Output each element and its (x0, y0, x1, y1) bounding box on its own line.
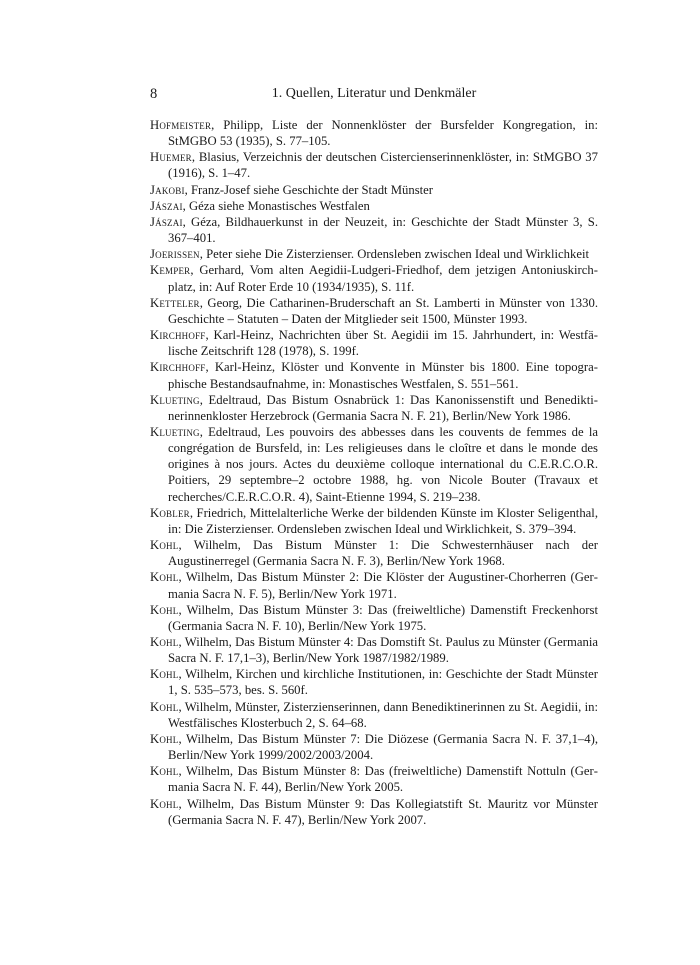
entry-author: Kohl (150, 635, 179, 649)
entry-author: Kohl (150, 538, 179, 553)
entry-author: Kohl (150, 602, 179, 617)
bibliography-entry (150, 262, 598, 294)
bibliography-list (150, 117, 598, 828)
entry-author: Klueting (150, 424, 200, 439)
bibliography-entry (150, 246, 598, 262)
entry-author: Jászai (150, 214, 183, 229)
bibliography-entry (150, 327, 598, 359)
entry-text: , Karl-Heinz, Klöster und Konvente in Münster bis 1800. Eine topographische Bestandsaufnahme, in: Monastisches Westfalen, S. 551–561. (168, 360, 598, 391)
entry-author: Ketteler (150, 295, 200, 310)
entry-text: , Karl-Heinz, Nachrichten über St. Aegidii im 15. Jahrhundert, in: Westfälische Zeitschrift 128 (1978), S. 199f. (168, 328, 598, 359)
bibliography-entry (150, 295, 598, 327)
entry-text: , Wilhelm, Das Bistum Münster 9: Das Kollegiatstift St. Mauritz vor Münster (Germania Sacra N. F. 47), Berlin/New York 2007. (168, 796, 598, 827)
entry-author: Kirchhoff (150, 360, 206, 375)
bibliography-entry (150, 666, 598, 698)
entry-text: , Géza, Bildhauerkunst in der Neuzeit, in: Geschichte der Stadt Münster 3, S. 367–401. (168, 214, 598, 246)
bibliography-entry (150, 796, 598, 828)
entry-text: , Wilhelm, Kirchen und kirchliche Institutionen, in: Geschichte der Stadt Münster 1, S. 535–573, bes. S. 560f. (168, 667, 598, 698)
entry-text: , Edeltraud, Das Bistum Osnabrück 1: Das Kanonissenstift und Benediktinerinnenkloster Herzebrock (Germania Sacra N. F. 21), Berlin/New York 1986. (168, 392, 598, 423)
bibliography-entry (150, 634, 598, 666)
entry-text: , Wilhelm, Das Bistum Münster 4: Das Domstift St. Paulus zu Münster (Germania Sacra N. F. 17,1–3), Berlin/New York 1987/1982/1989. (168, 635, 598, 666)
entry-text: , Peter siehe Die Zisterzienser. Ordensleben zwischen Ideal und Wirklichkeit (199, 247, 590, 262)
entry-author: Kohl (150, 731, 179, 746)
bibliography-entry (150, 214, 598, 246)
entry-author: Jakobi (150, 182, 185, 197)
bibliography-entry (150, 392, 598, 424)
entry-text: , Edeltraud, Les pouvoirs des abbesses dans les couvents de femmes de la congrégation de Bursfeld, in: Les religieuses dans le cloître et dans le monde des origines à nos jours. Actes du deuxième colloque international du C.E.R.C.O.R. Poitiers, 29 septembre–2 octobre 1988, hg. von Nicole Bouter (Travaux et recherches/C.E.R.C.O.R. 4), Saint-Etienne 1994, S. 219–238. (168, 424, 598, 504)
entry-text: , Wilhelm, Das Bistum Münster 8: Das (freiweltliche) Damenstift Nottuln (Germania Sacra N. F. 44), Berlin/New York 2005. (168, 764, 598, 795)
bibliography-entry (150, 763, 598, 795)
bibliography-entry (150, 602, 598, 634)
bibliography-entry (150, 731, 598, 763)
entry-text: , Wilhelm, Das Bistum Münster 7: Die Diözese (Germania Sacra N. F. 37,1–4), Berlin/New York 1999/2002/2003/2004. (168, 731, 598, 763)
bibliography-entry (150, 537, 598, 569)
entry-author: Jászai (150, 198, 183, 213)
page-header (150, 86, 598, 106)
bibliography-entry (150, 198, 598, 214)
bibliography-entry (150, 182, 598, 198)
entry-author: Klueting (150, 392, 200, 407)
bibliography-entry (150, 149, 598, 181)
page-number: 8 (150, 86, 158, 102)
entry-text: , Philipp, Liste der Nonnenklöster der Bursfelder Kongregation, in: StMGBO 53 (1935), S. 77–105. (168, 118, 598, 149)
entry-author: Kohl (150, 667, 179, 682)
bibliography-entry (150, 359, 598, 391)
entry-text: , Wilhelm, Das Bistum Münster 3: Das (freiweltliche) Damenstift Freckenhorst (Germania Sacra N. F. 10), Berlin/New York 1975. (168, 602, 598, 633)
bibliography-entry (150, 424, 598, 505)
entry-author: Kemper (150, 263, 191, 278)
entry-author: Kohl (150, 796, 179, 811)
entry-author: Joerissen (150, 247, 200, 262)
entry-author: Kohl (150, 699, 179, 714)
entry-text: , Géza siehe Monastisches Westfalen (182, 198, 370, 213)
entry-author: Kohl (150, 764, 179, 779)
bibliography-entry (150, 117, 598, 149)
entry-text: , Franz-Josef siehe Geschichte der Stadt Münster (184, 182, 434, 197)
entry-author: Kobler (150, 505, 190, 520)
entry-text: , Friedrich, Mittelalterliche Werke der bildenden Künste im Kloster Seligenthal, in: Die Zisterzienser. Ordensleben zwischen Ideal und Wirklichkeit, S. 379–394. (168, 505, 598, 536)
bibliography-entry (150, 569, 598, 601)
entry-text: , Gerhard, Vom alten Aegidii-Ludgeri-Friedhof, dem jetzigen Antoniuskirchplatz, in: Auf Roter Erde 10 (1934/1935), S. 11f. (168, 263, 598, 294)
entry-text: , Wilhelm, Das Bistum Münster 1: Die Schwesternhäuser nach der Augustinerregel (Germania Sacra N. F. 3), Berlin/New York 1968. (168, 538, 598, 569)
entry-author: Huemer (150, 150, 192, 165)
entry-author: Kirchhoff (150, 328, 206, 343)
entry-author: Kohl (150, 570, 179, 585)
bibliography-entry (150, 505, 598, 537)
bibliography-entry (150, 699, 598, 731)
entry-text: , Georg, Die Catharinen-Bruderschaft an St. Lamberti in Münster von 1330. Geschichte – Statuten – Daten der Mitglieder seit 1500, Münster 1993. (168, 295, 598, 326)
running-head: 1. Quellen, Literatur und Denkmäler (271, 86, 477, 101)
entry-text: , Blasius, Verzeichnis der deutschen Cistercienserinnenklöster, in: StMGBO 37 (1916), S. 1–47. (168, 150, 598, 181)
entry-text: , Wilhelm, Das Bistum Münster 2: Die Klöster der Augustiner-Chorherren (Germania Sacra N. F. 5), Berlin/New York 1971. (168, 570, 598, 601)
entry-text: , Wilhelm, Münster, Zisterzienserinnen, dann Benediktinerinnen zu St. Aegidii, in: Westfälisches Klosterbuch 2, S. 64–68. (168, 699, 598, 730)
entry-author: Hofmeister (150, 118, 212, 132)
